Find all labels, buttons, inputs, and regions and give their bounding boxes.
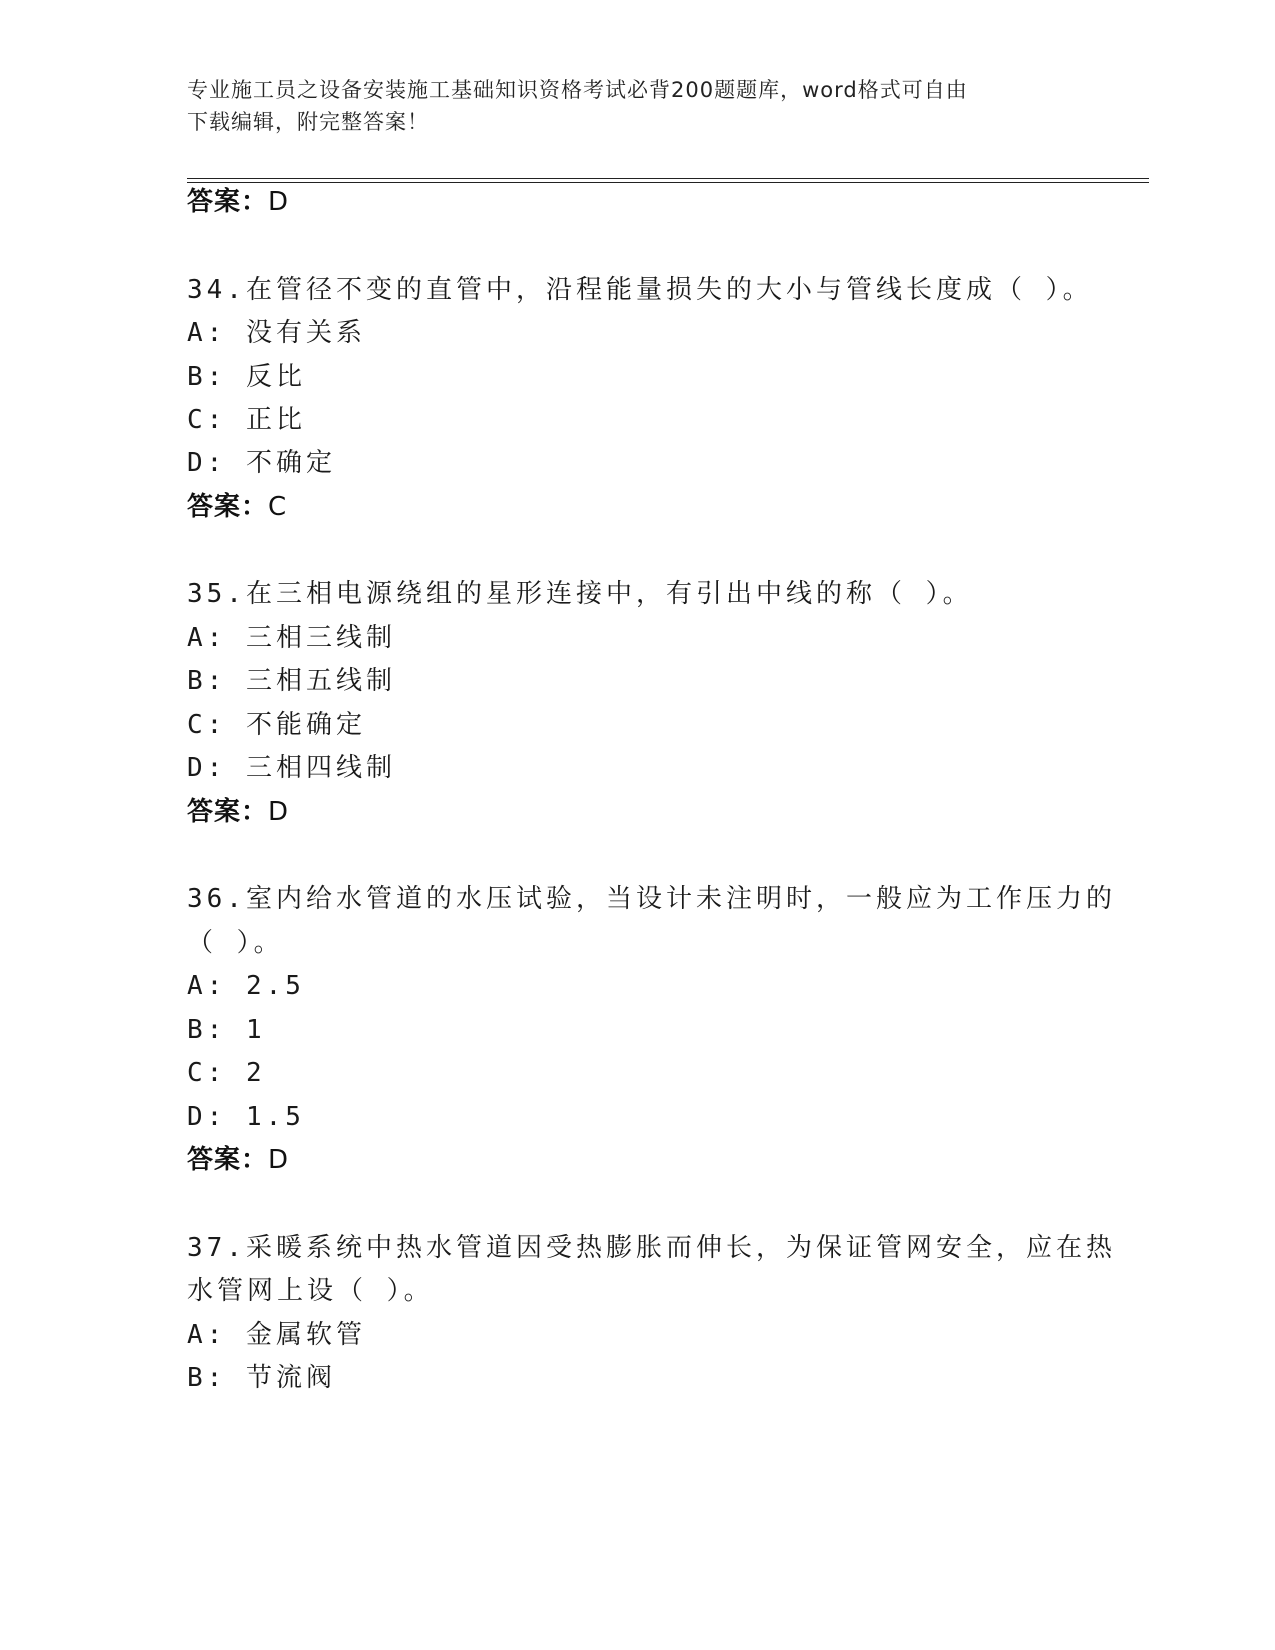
answer-label: 答案： [187, 492, 269, 522]
question-37-option-b: B: 节流阀 [187, 1363, 336, 1393]
question-35-option-c: C: 不能确定 [187, 710, 366, 740]
answer-value: D [268, 187, 290, 217]
question-34-option-a: A: 没有关系 [187, 318, 366, 348]
question-36-option-d: D: 1.5 [187, 1102, 305, 1132]
question-36-option-a: A: 2.5 [187, 971, 305, 1001]
prev-answer [187, 180, 289, 224]
question-34-stem: 34.在管径不变的直管中，沿程能量损失的大小与管线长度成（ ）。 [187, 275, 1093, 305]
question-35-option-b: B: 三相五线制 [187, 666, 396, 696]
header-divider-inner [187, 182, 1149, 183]
question-36-stem-line-1: 36.室内给水管道的水压试验，当设计未注明时，一般应为工作压力的 [187, 884, 1116, 914]
answer-value: C [268, 492, 288, 522]
question-34-option-b: B: 反比 [187, 362, 306, 392]
question-35-option-a: A: 三相三线制 [187, 623, 396, 653]
header-line-2: 下载编辑，附完整答案！ [187, 110, 429, 134]
question-34-option-d: D: 不确定 [187, 448, 336, 478]
header-line-1: 专业施工员之设备安装施工基础知识资格考试必背200题题库，word格式可自由 [187, 78, 968, 102]
answer-label: 答案： [187, 187, 269, 217]
answer-label: 答案： [187, 1145, 269, 1175]
answer-value: D [268, 1145, 290, 1175]
question-34-answer [187, 485, 287, 529]
answer-label: 答案： [187, 797, 269, 827]
question-36-option-b: B: 1 [187, 1015, 266, 1045]
question-36-answer [187, 1138, 289, 1182]
question-35-answer [187, 790, 289, 834]
header-divider [187, 178, 1149, 179]
question-36-option-c: C: 2 [187, 1058, 266, 1088]
question-37-stem-line-2: 水管网上设（ ）。 [187, 1276, 434, 1306]
document-page [187, 0, 1149, 1650]
question-34-option-c: C: 正比 [187, 405, 306, 435]
question-35-option-d: D: 三相四线制 [187, 753, 396, 783]
question-37-stem-line-1: 37.采暖系统中热水管道因受热膨胀而伸长，为保证管网安全，应在热 [187, 1233, 1116, 1263]
answer-value: D [268, 797, 290, 827]
question-36-stem-line-2: （ ）。 [187, 928, 284, 958]
question-37-option-a: A: 金属软管 [187, 1320, 366, 1350]
document-header [187, 74, 1077, 138]
question-35-stem: 35.在三相电源绕组的星形连接中，有引出中线的称（ ）。 [187, 579, 973, 609]
